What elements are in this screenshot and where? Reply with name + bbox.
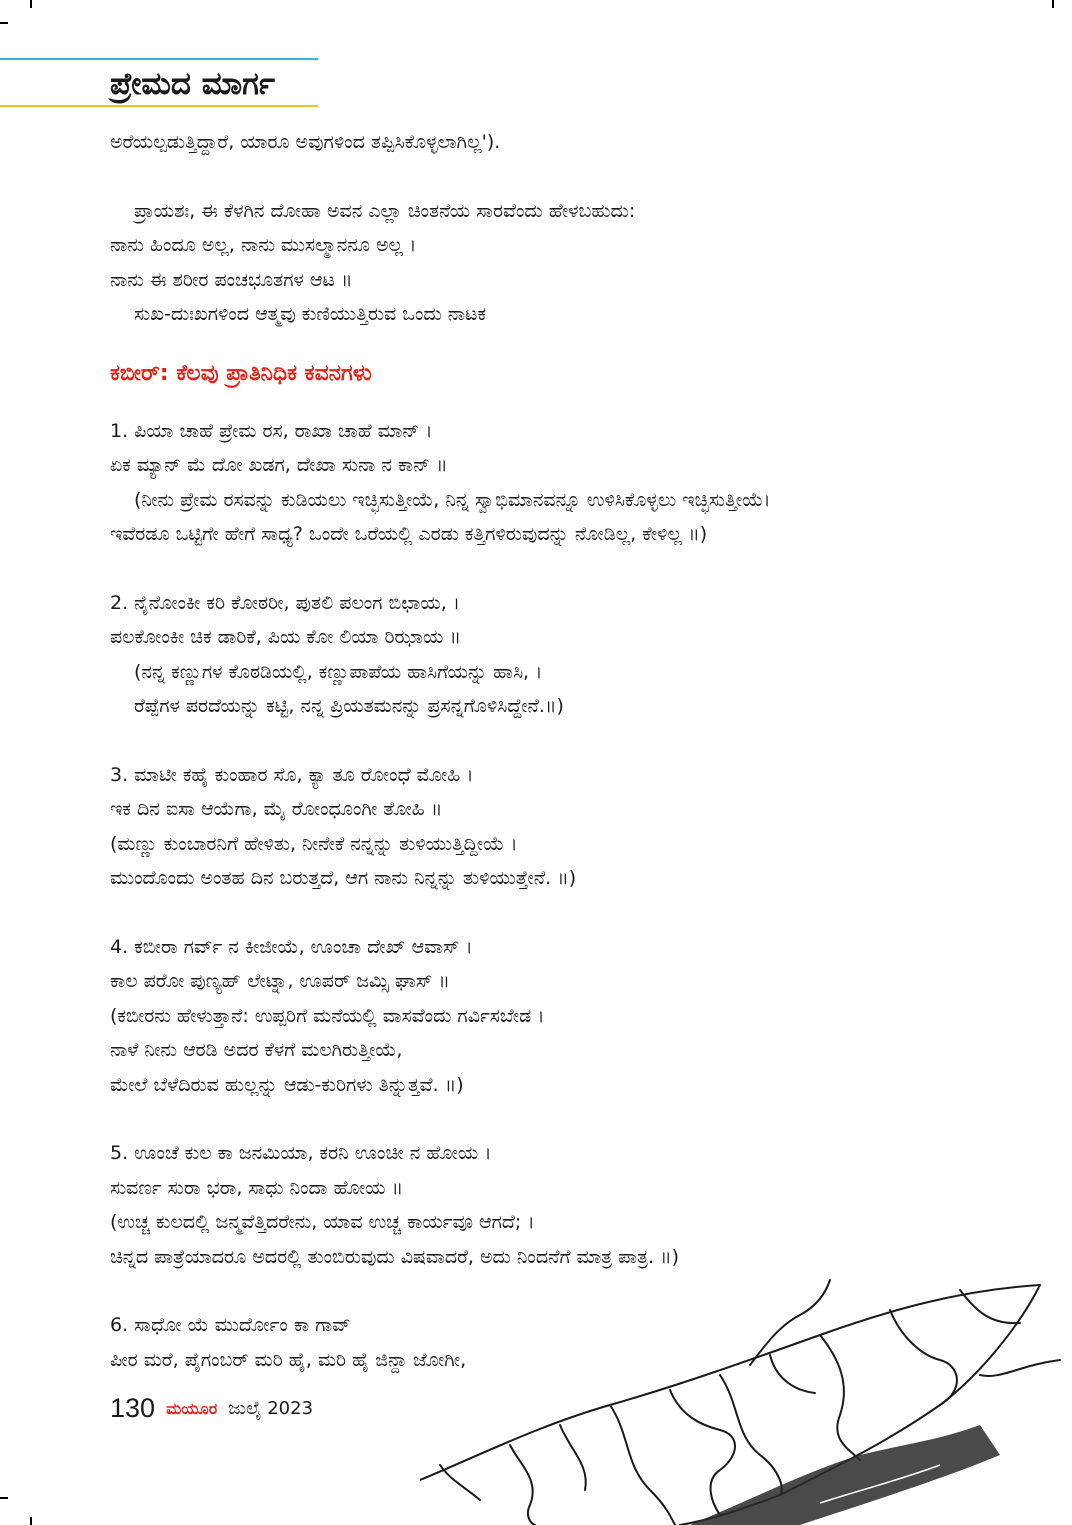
poem-translation: (ನೀನು ಪ್ರೇಮ ರಸವನ್ನು ಕುಡಿಯಲು ಇಚ್ಛಿಸುತ್ತೀಯೆ, ನಿನ್ನ ಸ್ವಾಭಿಮಾನವನ್ನೂ ಉಳಿಸಿಕೊಳ್ಳಲು ಇಚ್ಛಿಸುತ್ತೀಯೆ। <box>134 488 771 511</box>
page-footer <box>110 1393 313 1424</box>
crop-mark <box>30 1517 32 1525</box>
spacer <box>110 552 1010 586</box>
spacer <box>110 724 1010 758</box>
poem-translation: ರೆಪ್ಪೆಗಳ ಪರದೆಯನ್ನು ಕಟ್ಟಿ, ನನ್ನ ಪ್ರಿಯತಮನನ್ನು ಪ್ರಸನ್ನಗೊಳಿಸಿದ್ದೇನೆ.॥) <box>134 695 564 717</box>
doha-line: ನಾನು ಹಿಂದೂ ಅಲ್ಲ, ನಾನು ಮುಸಲ್ಮಾನನೂ ಅಲ್ಲ । <box>110 234 417 256</box>
issue-date: ಜುಲೈ 2023 <box>228 1398 314 1419</box>
poem-translation: (ನನ್ನ ಕಣ್ಣುಗಳ ಕೊಠಡಿಯಲ್ಲಿ, ಕಣ್ಣುಪಾಪೆಯ ಹಾಸಿಗೆಯನ್ನು ಹಾಸಿ, । <box>134 660 543 683</box>
poem-line: 3. ಮಾಟೀ ಕಹೈ ಕುಂಹಾರ ಸೊ, ಕ್ಯಾ ತೂ ರೋಂಧೆ ಮೋಹಿ । <box>110 763 474 786</box>
section-heading: ಕಬೀರ್: ಕೆಲವು ಪ್ರಾತಿನಿಧಿಕ ಕವನಗಳು <box>110 360 372 386</box>
paragraph-line: ಅರೆಯಲ್ಪಡುತ್ತಿದ್ದಾರೆ, ಯಾರೂ ಅವುಗಳಿಂದ ತಪ್ಪಿಸಿಕೊಳ್ಳಲಾಗಿಲ್ಲ'). <box>110 131 501 153</box>
paragraph-line: ಪ್ರಾಯಶಃ, ಈ ಕೆಳಗಿನ ದೋಹಾ ಅವನ ಎಲ್ಲಾ ಚಿಂತನೆಯ ಸಾರವೆಂದು ಹೇಳಬಹುದು: <box>134 199 636 222</box>
page-title: ಪ್ರೇಮದ ಮಾರ್ಗ <box>110 66 275 102</box>
poem-3 <box>110 758 1010 896</box>
poem-5 <box>110 1136 1010 1274</box>
section-header <box>0 58 318 110</box>
header-rule-bottom <box>0 105 318 107</box>
poem-line: ಏಕ ಮ್ಯಾನ್ ಮೆ ದೋ ಖಡಗ, ದೇಖಾ ಸುನಾ ನ ಕಾನ್ ॥ <box>110 454 448 476</box>
poem-translation: ಇವೆರಡೂ ಒಟ್ಟಿಗೇ ಹೇಗೆ ಸಾಧ್ಯ? ಒಂದೇ ಒರೆಯಲ್ಲಿ ಎರಡು ಕತ್ತಿಗಳಿರುವುದನ್ನು ನೋಡಿಲ್ಲ, ಕೇಳಿಲ್ಲ ॥) <box>110 523 708 545</box>
poem-2 <box>110 586 1010 724</box>
crop-mark <box>1052 0 1054 8</box>
poem-4 <box>110 930 1010 1103</box>
poem-translation: (ಉಚ್ಚ ಕುಲದಲ್ಲಿ ಜನ್ಮವೆತ್ತಿದರೇನು, ಯಾವ ಉಚ್ಚ ಕಾರ್ಯವೂ ಆಗದೆ; । <box>110 1211 535 1233</box>
poem-line: ಪಲಕೋಂಕೀ ಚಿಕ ಡಾರಿಕೆ, ಪಿಯ ಕೋ ಲಿಯಾ ರಿಝಾಯ ॥ <box>110 626 461 648</box>
spacer <box>110 1102 1010 1136</box>
poem-line: 4. ಕಬೀರಾ ಗರ್ವ್ ನ ಕೀಜೀಯೆ, ಊಂಚಾ ದೇಖ್ ಆವಾಸ್ । <box>110 935 473 958</box>
poem-line: ಇಕ ದಿನ ಐಸಾ ಆಯೆಗಾ, ಮೈ ರೋಂಧೂಂಗೀ ತೋಹಿ ॥ <box>110 798 443 820</box>
crop-mark <box>30 0 32 8</box>
poem-line: 5. ಊಂಚೆ ಕುಲ ಕಾ ಜನಮಿಯಾ, ಕರನಿ ಊಂಚೀ ನ ಹೋಯ । <box>110 1142 492 1164</box>
poem-translation: ನಾಳೆ ನೀನು ಆರಡಿ ಅದರ ಕೆಳಗೆ ಮಲಗಿರುತ್ತೀಯೆ, <box>110 1039 403 1061</box>
doha-line: ಸುಖ-ದುಃಖಗಳಿಂದ ಆತ್ಮವು ಕುಣಿಯುತ್ತಿರುವ ಒಂದು ನಾಟಕ <box>134 303 487 325</box>
magazine-logo: ಮಯೂರ <box>166 1398 218 1418</box>
poem-line: 1. ಪಿಯಾ ಚಾಹೆ ಪ್ರೇಮ ರಸ, ರಾಖಾ ಚಾಹೆ ಮಾನ್ । <box>110 419 433 442</box>
crop-mark <box>0 1497 8 1499</box>
poem-1 <box>110 414 1010 552</box>
poem-translation: ಮುಂದೊಂದು ಅಂತಹ ದಿನ ಬರುತ್ತದೆ, ಆಗ ನಾನು ನಿನ್ನನ್ನು ತುಳಿಯುತ್ತೇನೆ. ॥) <box>110 867 577 889</box>
poem-translation: ಚಿನ್ನದ ಪಾತ್ರೆಯಾದರೂ ಅದರಲ್ಲಿ ತುಂಬಿರುವುದು ವಿಷವಾದರೆ, ಅದು ನಿಂದನೆಗೆ ಮಾತ್ರ ಪಾತ್ರ. ॥) <box>110 1245 680 1268</box>
doha-line: ನಾನು ಈ ಶರೀರ ಪಂಚಭೂತಗಳ ಆಟ ॥ <box>110 268 353 291</box>
poem-line: ಸುವರ್ಣ ಸುರಾ ಭರಾ, ಸಾಧು ನಿಂದಾ ಹೋಯ ॥ <box>110 1176 404 1199</box>
poem-translation: (ಮಣ್ಣು ಕುಂಬಾರನಿಗೆ ಹೇಳಿತು, ನೀನೇಕೆ ನನ್ನನ್ನು ತುಳಿಯುತ್ತಿದ್ದೀಯೆ । <box>110 832 518 855</box>
article-body <box>110 125 1010 1377</box>
poem-line: ಕಾಲ ಪರೋ ಪುಣ್ಯಹ್ ಲೇಟ್ನಾ, ಊಪರ್ ಜಮ್ಸಿ ಘಾಸ್ ॥ <box>110 970 450 992</box>
cracked-earth-illustration <box>420 1265 1072 1525</box>
spacer <box>110 896 1010 930</box>
poem-translation: ಮೇಲೆ ಬೆಳೆದಿರುವ ಹುಲ್ಲನ್ನು ಆಡು-ಕುರಿಗಳು ತಿನ್ನುತ್ತವೆ. ॥) <box>110 1073 464 1096</box>
poem-line: 2. ನೈನೋಂಕೀ ಕರಿ ಕೋಠರೀ, ಪುತಲಿ ಪಲಂಗ ಬಿಛಾಯ, । <box>110 591 461 614</box>
page-number: 130 <box>110 1393 156 1423</box>
poem-line: 6. ಸಾಧೋ ಯೆ ಮುರ್ದೋಂ ಕಾ ಗಾವ್ <box>110 1314 351 1336</box>
spacer <box>110 160 1010 194</box>
poem-translation: (ಕಬೀರನು ಹೇಳುತ್ತಾನೆ: ಉಪ್ಪರಿಗೆ ಮನೆಯಲ್ಲಿ ವಾಸವೆಂದು ಗರ್ವಿಸಬೇಡ । <box>110 1004 545 1027</box>
header-rule-top <box>0 58 318 60</box>
poem-line: ಪೀರ ಮರೆ, ಪೈಗಂಬರ್ ಮರಿ ಹೈ, ಮರಿ ಹೈ ಜಿನ್ದಾ ಜೋಗೀ, <box>110 1348 467 1371</box>
crop-mark <box>0 22 8 24</box>
